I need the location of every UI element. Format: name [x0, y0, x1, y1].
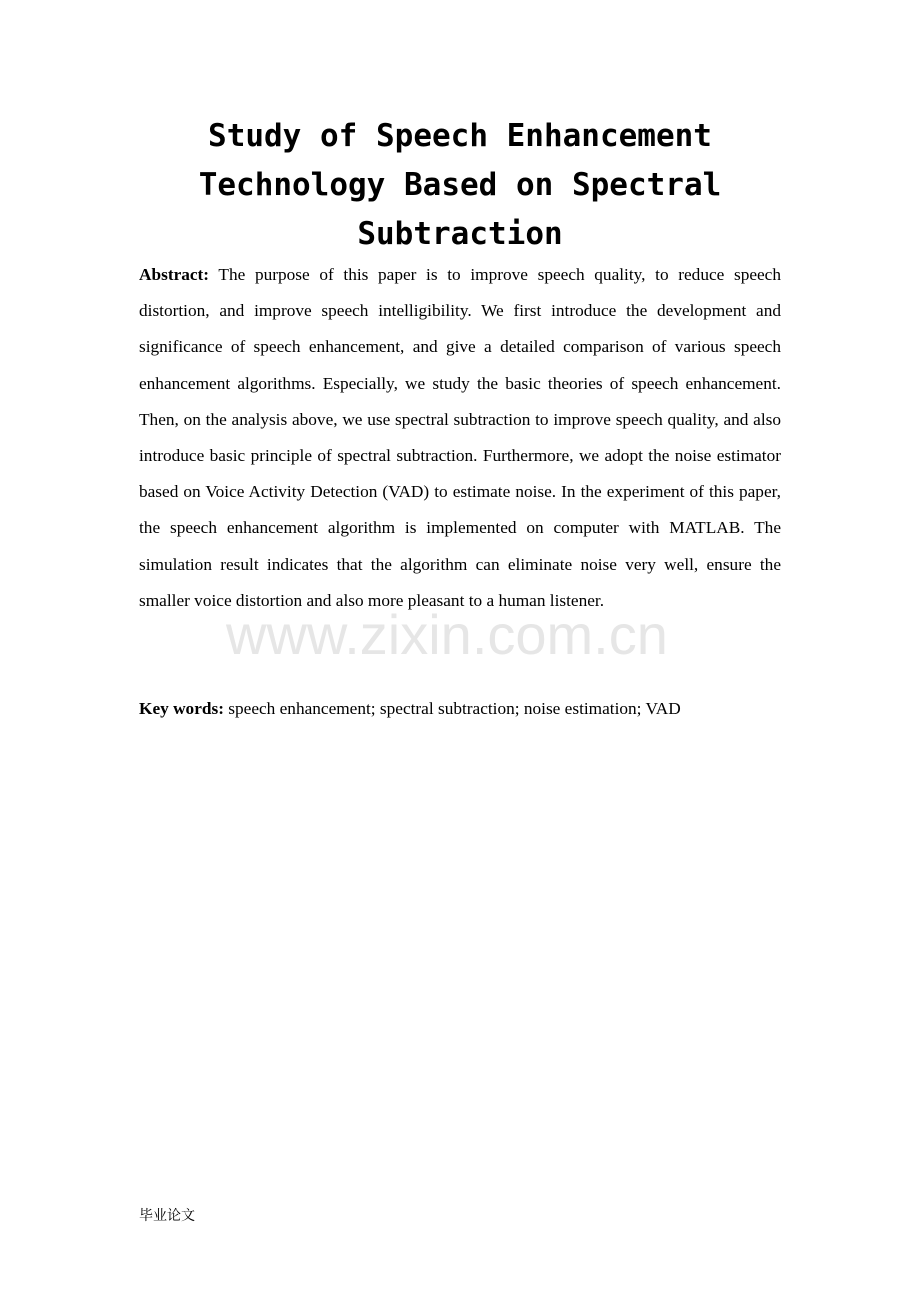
keywords-label: Key words:	[139, 699, 224, 718]
paper-title	[140, 112, 780, 259]
abstract-text: The purpose of this paper is to improve speech quality, to reduce speech distortion, and improve speech intelligibility. We first introduce the development and significance of speech enhancement, and give a detailed comparison of various speech enhancement algorithms. Especially, we study the basic theories of speech enhancement. Then, on the analysis above, we use spectral subtraction to improve speech quality, and also introduce basic principle of spectral subtraction. Furthermore, we adopt the noise estimator based on Voice Activity Detection (VAD) to estimate noise. In the experiment of this paper, the speech enhancement algorithm is implemented on computer with MATLAB. The simulation result indicates that the algorithm can eliminate noise very well, ensure the smaller voice distortion and also more pleasant to a human listener.	[139, 265, 781, 610]
abstract-label: Abstract:	[139, 265, 210, 284]
title-line-3: Subtraction	[357, 216, 563, 252]
title-line-2: Technology Based on Spectral	[198, 167, 722, 203]
title-line-1: Study of Speech Enhancement	[208, 118, 712, 154]
keywords-line	[139, 691, 781, 727]
watermark: www.zixin.com.cn	[226, 603, 668, 666]
abstract-paragraph	[139, 257, 781, 619]
page-footer: 毕业论文	[139, 1208, 195, 1224]
keywords-text: speech enhancement; spectral subtraction; noise estimation; VAD	[228, 699, 681, 718]
